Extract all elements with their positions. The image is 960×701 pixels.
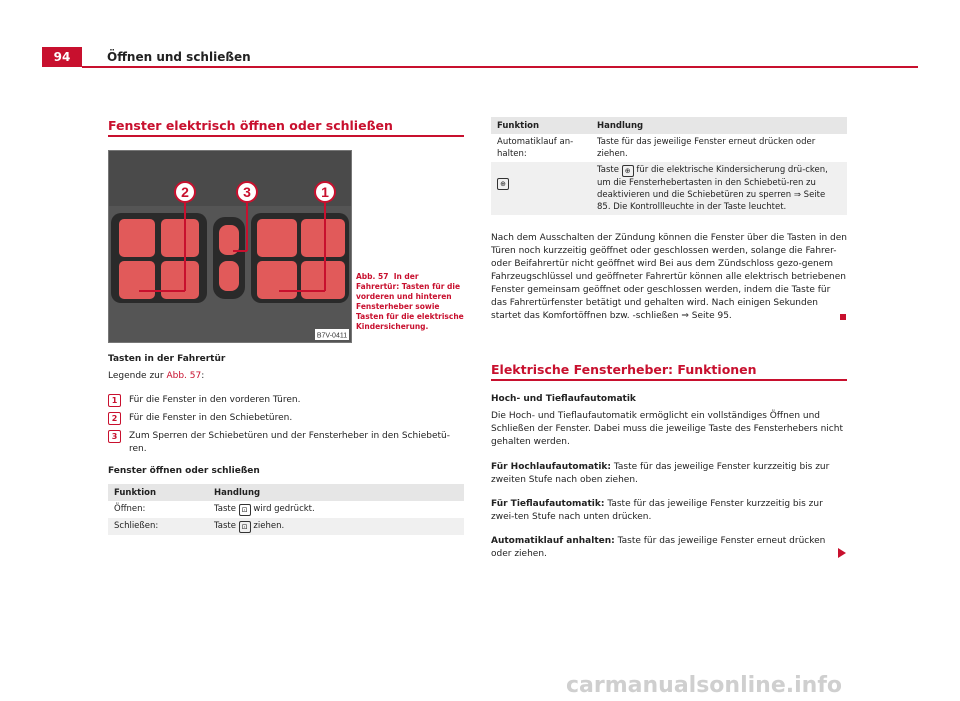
legend-num: 1 [108,394,121,407]
figure-caption [356,272,464,332]
table-row [108,518,464,535]
callout-1: 1 [321,184,329,200]
continue-arrow-icon [838,548,846,558]
table-row [108,501,464,518]
section-title-left: Fenster elektrisch öffnen oder schließen [108,118,393,133]
buttons-heading: Tasten in der Fahrertür [108,354,226,364]
legend-num: 3 [108,430,121,443]
child-lock-icon: ⊕ [622,165,634,177]
table-header-function: Funktion [108,484,208,501]
legend-item-1 [108,394,301,408]
legend-num: 2 [108,412,121,425]
window-switch-illustration [109,151,351,342]
action-pre: Taste [214,521,236,531]
sub-heading: Hoch- und Tieflaufautomatik [491,394,636,404]
callout-3: 3 [243,184,251,200]
header-title: Öffnen und schließen [107,50,251,64]
section-rule-left [108,135,464,137]
table-header-action: Handlung [208,484,464,501]
action-pre: Taste [214,504,236,514]
table-cell-function: Öffnen: [114,504,146,514]
table-header-function: Funktion [491,117,591,134]
legend-suffix: : [201,371,205,381]
item-hochlauf [491,461,847,487]
item-text: Taste für das jeweilige Fenster erneut drücken oder ziehen. [491,536,826,559]
item-text: Taste für das jeweilige Fenster kurzzeitig bis zur zweiten Stufe nach oben ziehen. [491,462,830,485]
page-number: 94 [42,47,82,67]
legend-item-3 [108,430,450,454]
ignition-paragraph: Nach dem Ausschalten der Zündung können die Fenster über die Tasten in den Türen noch kurzzeitig geöffnet oder geschlossen werden, solange die Fahrer- oder Beifahrertür nicht geöffnet wird Bei aus dem Zündschloss gezo-genem Fahrzeugschlüssel und geöffneter Fahrertür können alle elektrisch betriebenen Fenster gemeinsam geöffnet oder geschlossen werden, indem die Taste für das Fahrertürfenster betätigt und gehalten wird. Nach einigen Sekunden startet das Komfortöffnen bzw. -schließen ⇒ Seite 95. [491,233,848,321]
caption-prefix: Abb. 57 [356,272,389,281]
item-label: Für Tieflaufautomatik: [491,499,605,509]
table-row [491,162,847,215]
table-header-action: Handlung [591,117,847,134]
window-switch-figure [108,150,352,343]
legend-text: Für die Fenster in den vorderen Türen. [129,395,301,405]
window-switch-icon: ⊡ [239,504,251,516]
callout-2: 2 [181,184,189,200]
window-switch-icon: ⊡ [239,521,251,533]
action-text: für die elektrische Kindersicherung drü-cken, um die Fensterhebertasten in den Schiebetü-ren zu deaktivieren und die Schiebetüren zu sperren ⇒ Seite 85. Die Kontrollleuchte in der Taste leuchtet. [597,165,828,212]
section-title-right: Elektrische Fensterheber: Funktionen [491,362,757,377]
table-row [491,134,847,162]
figure-code: B7V-0411 [316,332,348,340]
watermark: carmanualsonline.info [566,673,842,698]
end-marker [840,314,846,320]
table-heading: Fenster öffnen oder schließen [108,466,260,476]
section-rule-right [491,379,847,381]
table-cell-action [208,518,464,535]
legend-text: Zum Sperren der Schiebetüren und der Fensterheber in den Schiebetü-ren. [129,431,450,454]
legend-prefix: Legende zur [108,371,167,381]
item-tieflauf [491,498,847,524]
table-cell-function: Automatiklauf an-halten: [497,137,574,159]
legend-item-2 [108,412,293,426]
action-post: wird gedrückt. [253,504,315,514]
item-label: Für Hochlaufautomatik: [491,462,612,472]
header-rule [82,66,918,68]
legend-text: Für die Fenster in den Schiebetüren. [129,413,293,423]
table-cell-action [591,162,847,215]
item-text: Taste für das jeweilige Fenster kurzzeitig bis zur zwei-ten Stufe nach unten drücken. [491,499,823,522]
item-anhalten [491,535,831,561]
intro-paragraph: Die Hoch- und Tieflaufautomatik ermöglicht ein vollständiges Öffnen und Schließen der Fenster. Dabei muss die jeweilige Taste des Fensterhebers nicht gehalten werden. [491,411,843,447]
item-label: Automatiklauf anhalten: [491,536,615,546]
action-post: ziehen. [253,521,285,531]
table-cell-function: Schließen: [108,518,208,535]
action-pre: Taste [597,165,619,175]
open-close-table [108,484,464,535]
caption-text: In der Fahrertür: Tasten für die vorderen und hinteren Fensterheber sowie Tasten für die elektrische Kindersicherung. [356,272,464,331]
legend-intro [108,370,204,383]
function-table-right [491,117,847,215]
table-cell-function [491,162,591,215]
table-cell-action: Taste für das jeweilige Fenster erneut drücken oder ziehen. [597,137,816,159]
child-lock-icon: ⊕ [497,178,509,190]
table-cell-action [208,501,464,518]
legend-figure-link[interactable]: Abb. 57 [166,371,202,381]
